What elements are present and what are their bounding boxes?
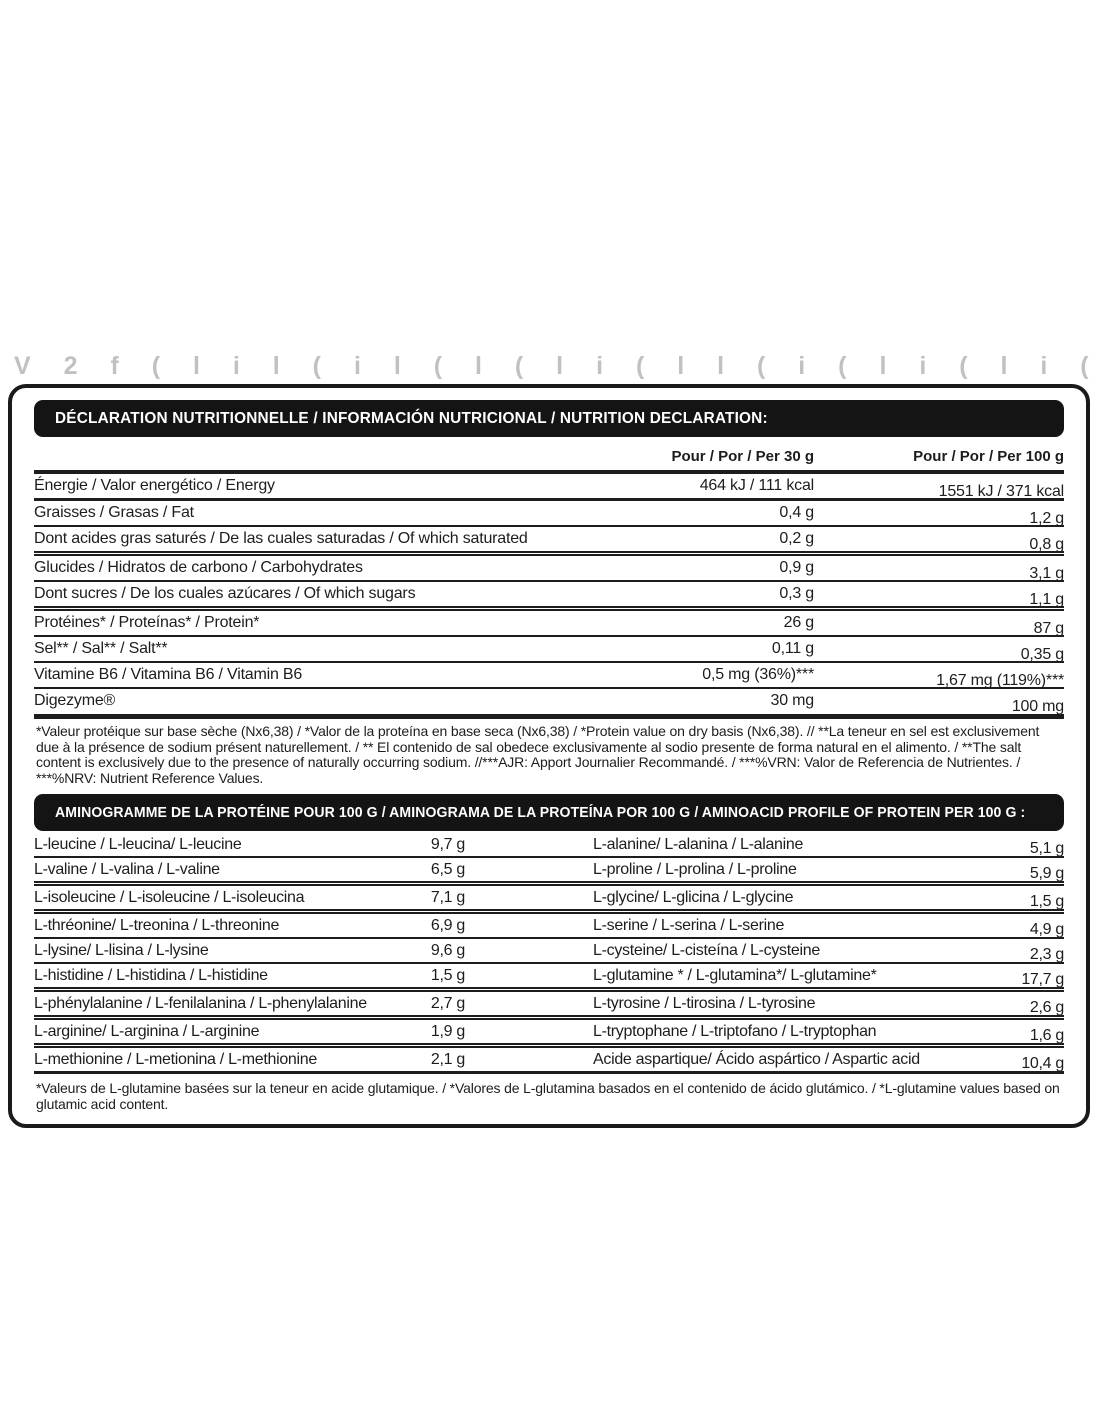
nutrient-label: Digezyme® [34, 692, 116, 709]
nutrition-row [34, 582, 1064, 611]
amino-value-left: 1,5 g [430, 966, 465, 984]
amino-label-left: L-thréonine/ L-treonina / L-threonine [34, 916, 280, 934]
amino-value-left: 6,9 g [430, 916, 465, 934]
nutrition-table [34, 474, 1064, 713]
amino-label-left: L-lysine/ L-lisina / L-lysine [34, 941, 209, 959]
nutrition-row [34, 611, 1064, 637]
amino-label-left: L-isoleucine / L-isoleucine / L-isoleucina [34, 888, 305, 906]
value-per-30g: 0,3 g [779, 585, 814, 602]
amino-value-left: 6,5 g [430, 860, 465, 878]
value-per-100g: 1,1 g [1029, 591, 1064, 608]
nutrition-row [34, 527, 1064, 556]
amino-value-right: 5,1 g [1029, 839, 1064, 857]
amino-value-right: 5,9 g [1029, 864, 1064, 882]
amino-label-left: L-phénylalanine / L-fenilalanina / L-phenylalanine [34, 994, 367, 1012]
nutrient-label: Glucides / Hidratos de carbono / Carbohydrates [34, 559, 363, 576]
amino-acid-row [34, 1048, 1064, 1071]
amino-label-right: L-alanine/ L-alanina / L-alanine [593, 835, 804, 853]
amino-value-left: 7,1 g [430, 888, 465, 906]
value-per-30g: 0,11 g [771, 640, 814, 657]
amino-value-left: 2,7 g [430, 994, 465, 1012]
amino-profile-title: AMINOGRAMME DE LA PROTÉINE POUR 100 G / AMINOGRAMA DE LA PROTEÍNA POR 100 G / AMINOACID PROFILE OF PROTEIN PER 100 G : [55, 804, 1026, 821]
nutrition-row [34, 556, 1064, 582]
amino-value-right: 1,6 g [1029, 1026, 1064, 1044]
nutrient-label: Graisses / Grasas / Fat [34, 504, 194, 521]
nutrition-column-headers [34, 443, 1064, 474]
value-per-100g: 0,35 g [1020, 646, 1064, 663]
nutrition-row [34, 474, 1064, 501]
amino-acid-row [34, 833, 1064, 858]
scan-artifact-strip [14, 352, 1102, 382]
amino-acid-row [34, 886, 1064, 914]
nutrition-row [34, 637, 1064, 663]
amino-value-right: 2,3 g [1029, 945, 1064, 963]
value-per-100g: 3,1 g [1029, 565, 1064, 582]
amino-label-left: L-leucine / L-leucina/ L-leucine [34, 835, 242, 853]
amino-value-left: 9,7 g [430, 835, 465, 853]
amino-label-right: L-proline / L-prolina / L-proline [593, 860, 797, 878]
value-per-30g: 0,5 mg (36%)*** [702, 666, 814, 683]
amino-label-left: L-histidine / L-histidina / L-histidine [34, 966, 268, 984]
amino-label-right: L-tyrosine / L-tirosina / L-tyrosine [593, 994, 816, 1012]
nutrient-label: Vitamine B6 / Vitamina B6 / Vitamin B6 [34, 666, 303, 683]
value-per-100g: 1,2 g [1029, 510, 1064, 527]
value-per-30g: 0,4 g [779, 504, 814, 521]
value-per-100g: 1,67 mg (119%)*** [936, 672, 1064, 689]
amino-profile-header [34, 794, 1064, 831]
value-per-30g: 0,9 g [779, 559, 814, 576]
amino-label-right: L-glutamine * / L-glutamina*/ L-glutamine* [593, 966, 877, 984]
nutrition-label-panel [8, 384, 1090, 1128]
value-per-30g: 464 kJ / 111 kcal [699, 477, 814, 494]
amino-acid-row [34, 939, 1064, 964]
value-per-30g: 30 mg [770, 692, 814, 709]
amino-label-right: L-tryptophane / L-triptofano / L-tryptophan [593, 1022, 877, 1040]
nutrient-label: Dont acides gras saturés / De las cuales saturadas / Of which saturated [34, 530, 528, 547]
value-per-100g: 100 mg [1011, 698, 1064, 715]
amino-acid-table [34, 833, 1064, 1071]
nutrition-row [34, 689, 1064, 713]
nutrition-row [34, 501, 1064, 527]
scan-artifact-fragments: V 2 f ( l i l ( i l ( l ( l i ( l l ( i ( l i ( l i ( [14, 352, 1102, 380]
nutrient-label: Dont sucres / De los cuales azúcares / Of which sugars [34, 585, 416, 602]
amino-label-left: L-arginine/ L-arginina / L-arginine [34, 1022, 260, 1040]
amino-label-right: L-serine / L-serina / L-serine [593, 916, 785, 934]
amino-value-right: 17,7 g [1021, 970, 1064, 988]
nutrition-declaration-header [34, 400, 1064, 437]
amino-label-right: Acide aspartique/ Ácido aspártico / Aspartic acid [593, 1050, 920, 1068]
amino-footnote-divider [34, 1071, 1064, 1074]
value-per-30g: 0,2 g [779, 530, 814, 547]
amino-value-right: 10,4 g [1021, 1054, 1064, 1072]
amino-label-right: L-cysteine/ L-cisteína / L-cysteine [593, 941, 820, 959]
amino-value-right: 2,6 g [1029, 998, 1064, 1016]
amino-acid-row [34, 858, 1064, 886]
column-header-per-30g: Pour / Por / Per 30 g [671, 448, 814, 465]
value-per-30g: 26 g [783, 614, 814, 631]
amino-value-left: 9,6 g [430, 941, 465, 959]
amino-label-right: L-glycine/ L-glicina / L-glycine [593, 888, 794, 906]
value-per-100g: 1551 kJ / 371 kcal [938, 483, 1064, 500]
amino-acid-row [34, 964, 1064, 992]
nutrient-label: Protéines* / Proteínas* / Protein* [34, 614, 260, 631]
nutrient-label: Sel** / Sal** / Salt** [34, 640, 168, 657]
amino-value-left: 1,9 g [430, 1022, 465, 1040]
amino-footnote: *Valeurs de L-glutamine basées sur la teneur en acide glutamique. / *Valores de L-glutamina basados en el contenido de ácido glutámico. / *L-glutamine values based on glutamic acid content. [36, 1080, 1060, 1112]
amino-acid-row [34, 914, 1064, 939]
amino-value-right: 4,9 g [1029, 920, 1064, 938]
amino-label-left: L-methionine / L-metionina / L-methionine [34, 1050, 317, 1068]
amino-value-left: 2,1 g [430, 1050, 465, 1068]
amino-label-left: L-valine / L-valina / L-valine [34, 860, 220, 878]
nutrition-footnote: *Valeur protéique sur base sèche (Nx6,38) / *Valor de la proteína en base seca (Nx6,38) / *Protein value on dry basis (Nx6,38). // **La teneur en sel est exclusivement due à la présence de sodium présent naturellement. / ** El contenido de sal obedece exclusivamente al sodio presente de forma natural en el alimento. / **The salt content is exclusively due to the presence of naturally occurring sodium. //***AJR: Apport Journalier Recommandé. / ***%VRN: Valor de Referencia de Nutrientes. / ***%NRV: Nutrient Reference Values. [36, 723, 1040, 786]
column-header-per-100g: Pour / Por / Per 100 g [913, 448, 1064, 465]
amino-value-right: 1,5 g [1029, 892, 1064, 910]
amino-acid-row [34, 992, 1064, 1020]
nutrition-declaration-title: DÉCLARATION NUTRITIONNELLE / INFORMACIÓN NUTRICIONAL / NUTRITION DECLARATION: [55, 409, 768, 427]
value-per-100g: 0,8 g [1029, 536, 1064, 553]
nutrient-label: Énergie / Valor energético / Energy [34, 477, 275, 494]
nutrition-row [34, 663, 1064, 689]
amino-acid-row [34, 1020, 1064, 1048]
value-per-100g: 87 g [1033, 620, 1064, 637]
